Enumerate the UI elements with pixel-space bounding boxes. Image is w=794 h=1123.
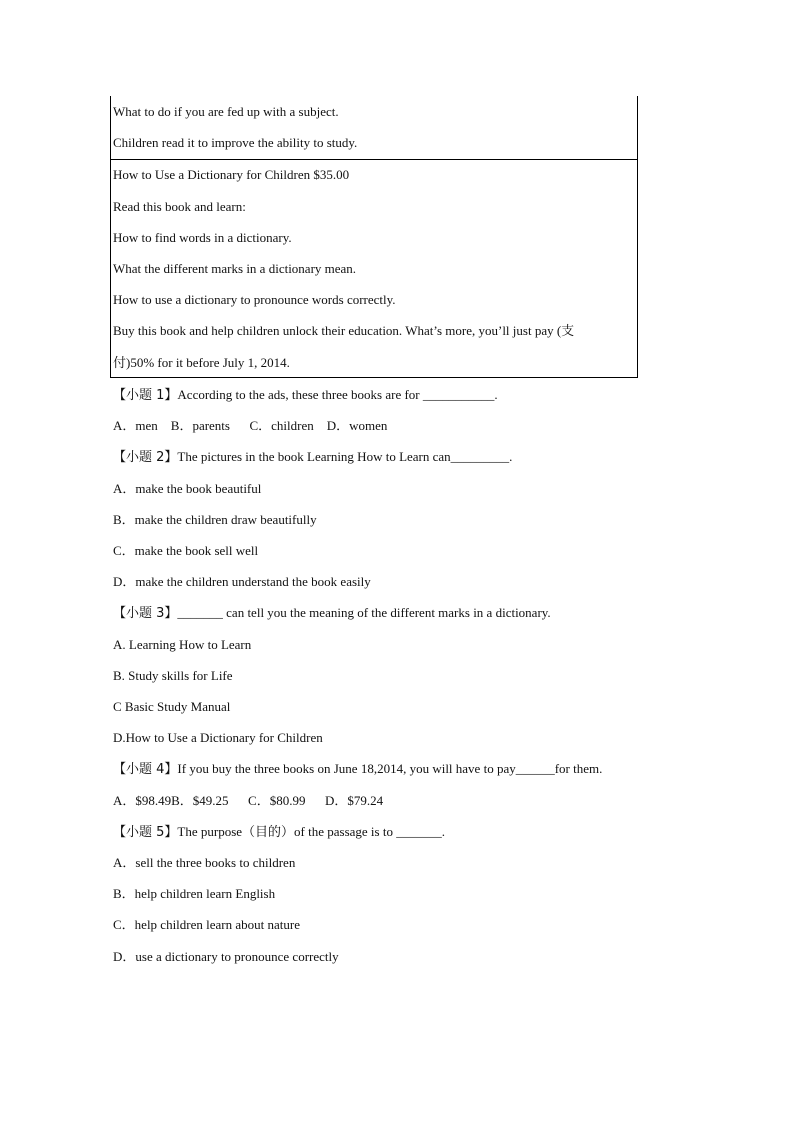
choice: B. Study skills for Life [113, 668, 233, 683]
question-1-choices: A．men B．parents C．children D．women [113, 418, 388, 433]
choice: A. Learning How to Learn [113, 637, 252, 652]
choice: C Basic Study Manual [113, 699, 231, 714]
choice: B．make the children draw beautifully [113, 512, 317, 527]
question-text: _______ can tell you the meaning of the different marks in a dictionary. [177, 605, 551, 620]
choice: A．sell the three books to children [113, 855, 296, 870]
book-title-price: How to Use a Dictionary for Children $35.00 [113, 167, 350, 182]
question-2 [113, 449, 512, 466]
book-intro: Read this book and learn: [113, 199, 246, 214]
choice: A．make the book beautiful [113, 481, 262, 496]
book-point: What the different marks in a dictionary mean. [113, 261, 357, 276]
book-offer: 付)50% for it before July 1, 2014. [113, 355, 290, 370]
choice: D.How to Use a Dictionary for Children [113, 730, 323, 745]
question-text: The purpose（目的）of the passage is to _______. [177, 824, 445, 839]
book-point: How to use a dictionary to pronounce words correctly. [113, 292, 396, 307]
question-label: 【小题 1】 [113, 388, 178, 403]
question-label: 【小题 3】 [113, 606, 178, 621]
question-label: 【小题 2】 [113, 450, 178, 465]
question-3 [113, 605, 551, 622]
choice: C．make the book sell well [113, 543, 259, 558]
question-5 [113, 824, 445, 841]
question-label: 【小题 4】 [113, 762, 178, 777]
choice: B．help children learn English [113, 886, 276, 901]
ad-line: What to do if you are fed up with a subject. [113, 104, 339, 119]
question-4 [113, 761, 602, 778]
choice: C．help children learn about nature [113, 917, 300, 932]
question-text: The pictures in the book Learning How to Learn can_________. [177, 449, 513, 464]
question-1 [113, 387, 498, 404]
choice: D．use a dictionary to pronounce correctly [113, 949, 339, 964]
book-point: How to find words in a dictionary. [113, 230, 292, 245]
question-label: 【小题 5】 [113, 825, 178, 840]
choice: D．make the children understand the book easily [113, 574, 371, 589]
book-offer: Buy this book and help children unlock their education. What’s more, you’ll just pay (支 [113, 323, 575, 338]
ad-divider [111, 159, 637, 160]
ad-line: Children read it to improve the ability to study. [113, 135, 358, 150]
question-text: If you buy the three books on June 18,2014, you will have to pay______for them. [177, 761, 603, 776]
question-text: According to the ads, these three books are for ___________. [177, 387, 498, 402]
question-4-choices: A．$98.49B．$49.25 C．$80.99 D．$79.24 [113, 793, 384, 808]
